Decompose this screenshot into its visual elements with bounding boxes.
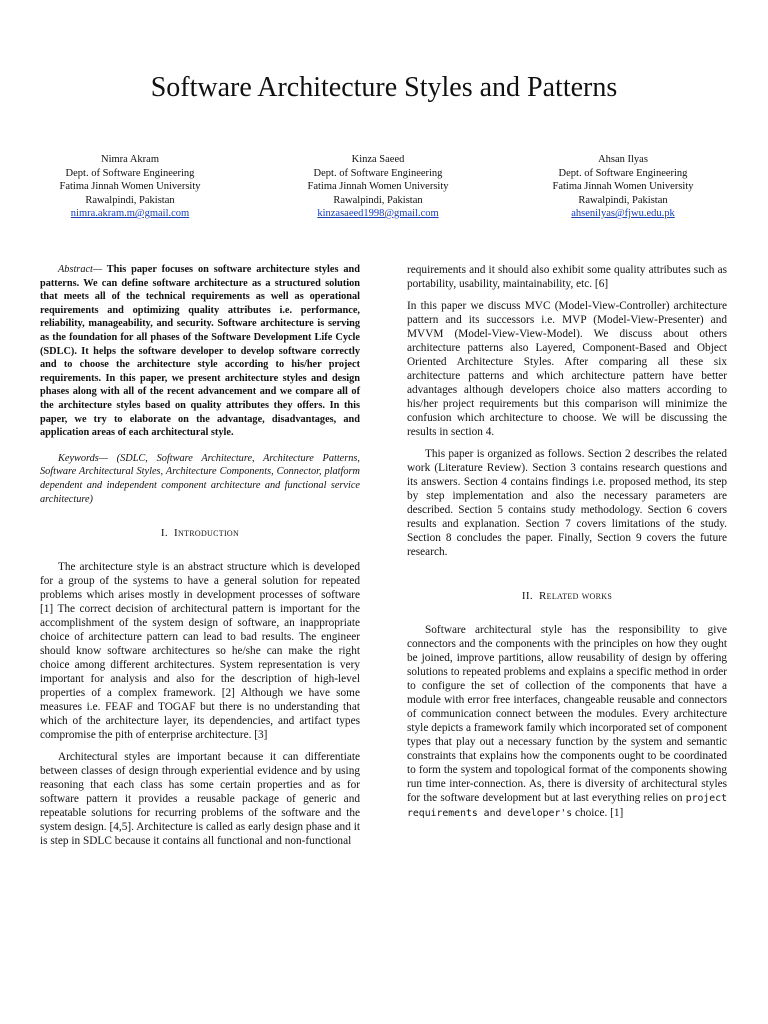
body-paragraph: This paper is organized as follows. Section 2 describes the related work (Literature Review). Section 3 contains research questions and its answers. Section 4 contains findings i.e. proposed method, its step by step implementation and also the necessary parameters are described. Section 5 contains study methodology. Section 6 covers results and explanation. Section 7 covers limitations of the study. Section 8 concludes the paper. Finally, Section 9 covers the future research. — [407, 448, 727, 558]
author-name: Nimra Akram — [100, 154, 160, 165]
author-university: Fatima Jinnah Women University — [59, 181, 201, 192]
author-university: Fatima Jinnah Women University — [307, 181, 449, 192]
related-paragraph: Software architectural style has the responsibility to give connectors and the components with the principles on how they ought be joined, improve partitions, allow reusability of design by offering solutions to repeated problems and explains a specific method in order to configure the set of collection of the components that have a module with error free interfaces, changeable reusable and connectors of communication connect between the modules. Every architecture style depicts a framework family which incorporated set of component types that play out a necessary function by the system and semantic constraints that explains how the components ought to be coordinated to form the system and topological format of the components showing run time inter-connection. As, there is diversity of architectural styles for the software development but at last everything relies on project requirements and developer's choice. [1] — [407, 624, 727, 819]
author-dept: Dept. of Software Engineering — [65, 167, 195, 179]
author-block-1 — [10, 153, 250, 221]
author-dept: Dept. of Software Engineering — [313, 167, 443, 179]
keywords-text: (SDLC, Software Architecture, Architecture Patterns, Software Architectural Styles, Architecture Components, Connector, platform dependent and independent component architecture and functional service architecture) — [40, 452, 360, 505]
author-dept: Dept. of Software Engineering — [558, 167, 688, 179]
intro-paragraph: Architectural styles are important because it can differentiate between classes of design through experiential evidence and by using reasoning that each class has some certain properties and as for software pattern it provides a reusable package of generic and repeatable solutions for recurring problems of the software and the system design. [4,5]. Architecture is called as early design phase and it is step in SDLC because it contains all functional and non-functional — [40, 751, 360, 848]
body-paragraph: requirements and it should also exhibit some quality attributes such as portability, usability, maintainability, etc. [6] — [407, 264, 727, 290]
author-city: Rawalpindi, Pakistan — [85, 194, 175, 206]
section-heading-introduction: I. Introduction — [160, 527, 240, 540]
section-heading-related-works: II. Related works — [521, 590, 613, 602]
paper-title: Software Architecture Styles and Patterns — [150, 72, 618, 103]
author-email-link[interactable]: ahsenilyas@fjwu.edu.pk — [571, 208, 675, 219]
author-email-link[interactable]: kinzasaeed1998@gmail.com — [317, 208, 439, 219]
abstract-label: Abstract— — [58, 264, 103, 275]
intro-paragraph: The architecture style is an abstract structure which is developed for a group of the systems to have a general solution for repeated problems which arises mostly in development processes of software [1] The correct decision of architectural pattern is important for the accomplishment of the system design of software, an inappropriate choice of architecture pattern can lead to bad results. The engineer should know software architectures so he/she can make the right choice among different architectures. System representation is very important for analysis and also for the description of high-level properties of a complex framework. [2] Although we have some measures i.e. FEAF and TOGAF but there is no understanding that which of the architecture layer, its dependencies, and artifact types compromise the pith of enterprise architecture. [3] — [40, 561, 360, 742]
left-column — [40, 263, 360, 856]
author-city: Rawalpindi, Pakistan — [578, 194, 668, 206]
keywords-label: Keywords— — [58, 452, 108, 464]
author-block-3 — [503, 153, 743, 221]
author-name: Ahsan Ilyas — [598, 154, 648, 165]
right-column — [407, 263, 727, 829]
author-city: Rawalpindi, Pakistan — [333, 194, 423, 206]
author-block-2 — [258, 153, 498, 221]
author-email-link[interactable]: nimra.akram.m@gmail.com — [70, 208, 190, 219]
abstract-text: This paper focuses on software architecture styles and patterns. We can define software architecture as a structured solution that meets all of the technical requirements as well as operational requirements and optimizing quality attributes i.e. performance, reliability, manageability, and security. Software architecture is serving as the foundation for all phases of the Software Development Life Cycle (SDLC). It helps the software developer to develop software correctly and to choose the architecture style according to his/her project requirements. In this paper, we present architecture styles and design phases along with all of the recent advancement and we compare all of the architecture styles based on quality attributes they offers. In this paper, we try to elaborate on the advantage, disadvantages, and application areas of each architectural style. — [40, 264, 360, 439]
author-name: Kinza Saeed — [351, 154, 405, 165]
keywords — [40, 452, 360, 506]
author-university: Fatima Jinnah Women University — [552, 181, 694, 192]
abstract — [40, 263, 360, 440]
monospace-phrase: project requirements and developer's — [407, 793, 727, 819]
body-paragraph: In this paper we discuss MVC (Model-View-Controller) architecture pattern and its successors i.e. MVP (Model-View-Presenter) and MVVM (Model-View-View-Model). We discuss about others architecture patterns also Layered, Component-Based and Object Oriented Architecture Styles. After comparing all these six architecture patterns and which architecture pattern have better advantages although developers choice also matters according to his/her project requirements but this comparison will minimize the confusion which architecture to choose. We will be discussing the results in section 4. — [407, 300, 727, 438]
